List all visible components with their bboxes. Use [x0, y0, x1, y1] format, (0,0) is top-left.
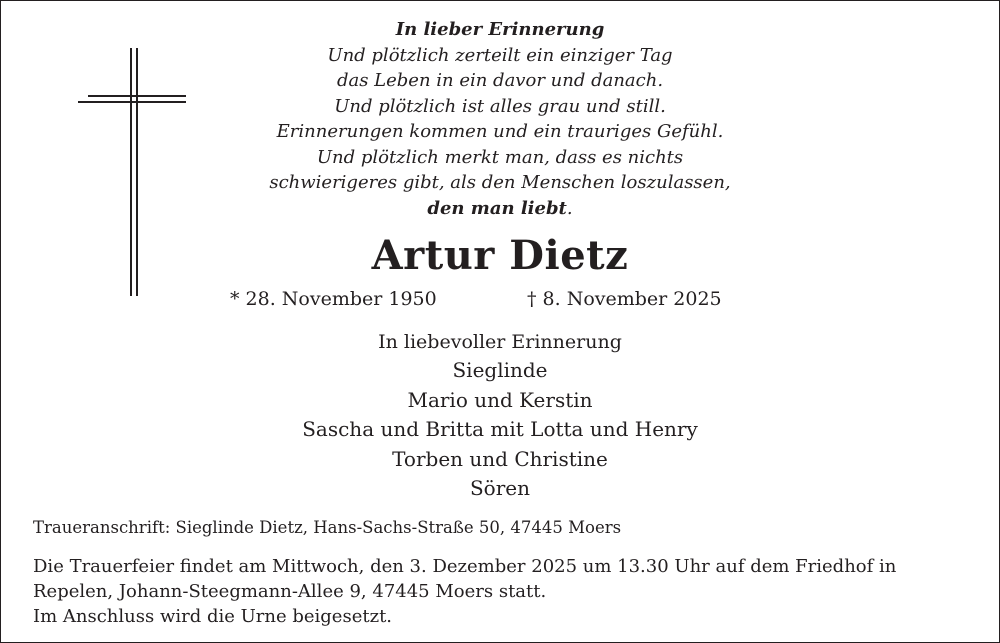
mourner-line: Mario und Kerstin	[407, 387, 593, 412]
mourner-line: Sieglinde	[452, 358, 548, 382]
poem-line: Und plötzlich ist alles grau und still.	[334, 95, 666, 117]
ceremony-line: Repelen, Johann-Steegmann-Allee 9, 47445 Moers statt.	[33, 581, 547, 602]
mourner-line: Torben und Christine	[392, 446, 608, 471]
poem-line: das Leben in ein davor und danach.	[336, 70, 664, 91]
mourners-list	[200, 328, 800, 504]
poem-line: Erinnerungen kommen und ein trauriges Gefühl.	[276, 121, 724, 142]
mourner-line: Sören	[469, 476, 531, 500]
memorial-poem	[200, 17, 800, 221]
poem-line: schwierigeres gibt, als den Menschen loszulassen,	[269, 172, 731, 193]
ceremony-line: Im Anschluss wird die Urne beigesetzt.	[33, 606, 393, 627]
mourners-intro: In liebevoller Erinnerung	[378, 331, 622, 353]
poem-closing-bold: den man liebt	[427, 197, 567, 219]
poem-closing-punct: .	[566, 197, 573, 219]
poem-closing	[200, 196, 800, 222]
mourner-line: Sascha und Britta mit Lotta und Henry	[302, 417, 698, 441]
ceremony-line: Die Trauerfeier findet am Mittwoch, den 3. Dezember 2025 um 13.30 Uhr auf dem Friedhof in	[33, 556, 897, 577]
ceremony-info	[33, 554, 973, 629]
poem-line: Und plötzlich zerteilt ein einziger Tag	[327, 44, 673, 66]
poem-heading: In lieber Erinnerung	[395, 19, 605, 40]
cross-icon	[78, 48, 188, 298]
poem-line: Und plötzlich merkt man, dass es nichts	[316, 146, 684, 168]
birth-date: * 28. November 1950	[230, 288, 437, 310]
mourning-address: Traueranschrift: Sieglinde Dietz, Hans-Sachs-Straße 50, 47445 Moers	[33, 518, 622, 537]
deceased-name: Artur Dietz	[371, 232, 629, 279]
death-date: † 8. November 2025	[527, 288, 722, 310]
